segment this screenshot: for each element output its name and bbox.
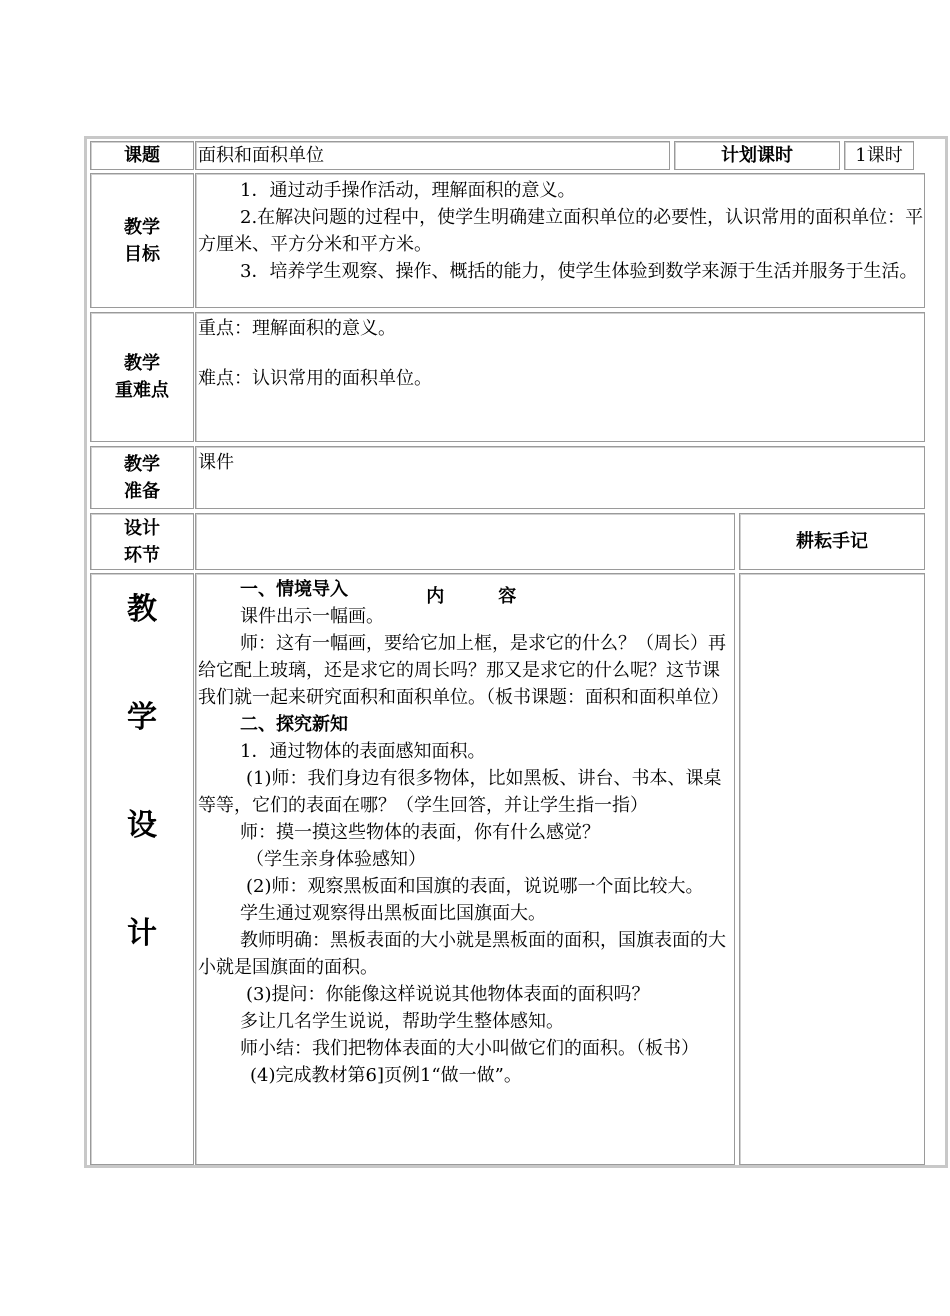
content-line: 课件出示一幅画。 [240, 606, 384, 627]
goal-item: 2.在解决问题的过程中，使学生明确建立面积单位的必要性，认识常用的面积单位：平方厘米、平方分米和平方米。 [198, 207, 924, 255]
preparation-content-cell [195, 446, 925, 509]
stage-label-line1: 设计 [124, 517, 160, 539]
key-points-label-line1: 教学 [124, 353, 160, 374]
planned-hours-value: 1课时 [855, 145, 903, 166]
content-line: 师：摸一摸这些物体的表面，你有什么感觉？ [240, 822, 600, 843]
preparation-label-line1: 教学 [124, 453, 160, 475]
content-line: (3)提问：你能像这样说说其他物体表面的面积吗？ [246, 984, 650, 1005]
teaching-notes-cell [739, 573, 925, 1165]
stage-label-cell [90, 513, 194, 570]
goal-item: 1．通过动手操作活动，理解面积的意义。 [240, 180, 576, 201]
content-line: 多让几名学生说说，帮助学生整体感知。 [240, 1011, 564, 1032]
content-line: 师小结：我们把物体表面的大小叫做它们的面积。（板书） [240, 1038, 699, 1059]
topic-label: 课题 [124, 145, 160, 166]
goals-label-line2: 目标 [124, 243, 160, 265]
topic-label-cell [90, 141, 194, 170]
key-points-label-line2: 重难点 [115, 380, 169, 401]
topic-value-cell [195, 141, 670, 170]
key-points-content-cell [195, 312, 925, 442]
vertical-label-char: 设 [127, 808, 157, 843]
topic-value: 面积和面积单位 [198, 145, 324, 166]
key-point: 重点：理解面积的意义。 [198, 318, 396, 339]
planned-hours-label: 计划课时 [721, 145, 793, 166]
planned-hours-label-cell [674, 141, 840, 170]
content-line: 学生通过观察得出黑板面比国旗面大。 [240, 903, 546, 924]
goals-content-cell [195, 173, 925, 308]
notes-header: 耕耘手记 [796, 531, 868, 552]
content-line: (2)师：观察黑板面和国旗的表面，说说哪一个面比较大。 [246, 876, 704, 897]
notes-header-cell [739, 513, 925, 570]
goals-label-cell [90, 173, 194, 308]
preparation-label-cell [90, 446, 194, 509]
section-heading: 二、探究新知 [240, 714, 348, 735]
content-line: (1)师：我们身边有很多物体，比如黑板、讲台、书本、课桌等等，它们的表面在哪？（学生回答，并让学生指一指） [198, 768, 722, 816]
teaching-content-cell [195, 573, 735, 1165]
vertical-label-char: 学 [127, 700, 157, 735]
content-line: 1．通过物体的表面感知面积。 [240, 741, 486, 762]
key-points-label-cell [90, 312, 194, 442]
vertical-label-char: 教 [127, 592, 157, 627]
goal-item: 3．培养学生观察、操作、概括的能力，使学生体验到数学来源于生活并服务于生活。 [240, 261, 918, 282]
section-heading: 一、情境导入 [240, 579, 348, 600]
preparation-label-line2: 准备 [124, 480, 160, 502]
difficulty-point: 难点：认识常用的面积单位。 [198, 368, 432, 389]
content-header: 内 容 [426, 586, 517, 607]
teaching-design-label-cell [90, 573, 194, 1165]
content-line: 师：这有一幅画，要给它加上框，是求它的什么？（周长）再给它配上玻璃，还是求它的周长吗？那又是求它的什么呢？这节课我们就一起来研究面积和面积单位。（板书课题：面积和面积单位） [198, 633, 729, 708]
planned-hours-value-cell [844, 141, 914, 170]
content-line: （学生亲身体验感知） [246, 849, 426, 870]
stage-label-line2: 环节 [124, 544, 160, 566]
content-line: 教师明确：黑板表面的大小就是黑板面的面积，国旗表面的大小就是国旗面的面积。 [198, 930, 726, 978]
preparation-value: 课件 [198, 452, 234, 473]
vertical-label-char: 计 [127, 916, 157, 951]
content-line: (4)完成教材第6]页例1“做一做”。 [250, 1065, 522, 1086]
goals-label-line1: 教学 [124, 216, 160, 238]
